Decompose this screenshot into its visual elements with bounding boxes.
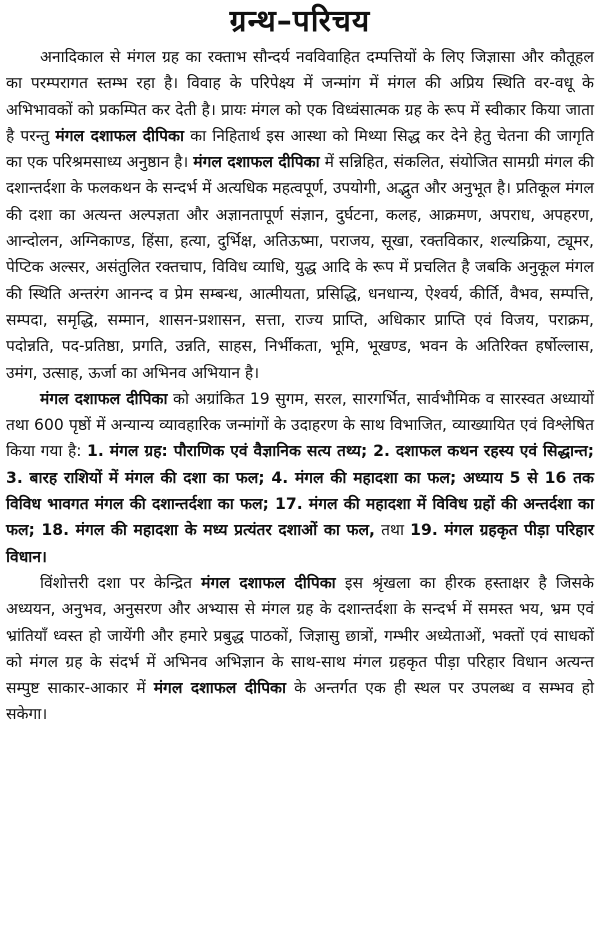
paragraph-2 [6, 386, 594, 570]
text-segment: इस श्रृंखला का हीरक हस्ताक्षर है जिसके अध्ययन, अनुभव, अनुसरण और अभ्यास से मंगल ग्रह के दशान्तर्दशा के सन्दर्भ में समस्त भय, भ्रम एवं भ्रांतियाँ ध्वस्त हो जायेंगी और हमारे प्रबुद्ध पाठकों, जिज्ञासु छात्रों, गम्भीर अध्येताओं, भक्तों एवं साधकों को मंगल ग्रह के संदर्भ में अभिनव अभिज्ञान के साथ-साथ मंगल ग्रहकृत पीड़ा परिहार विधान अत्यन्त सम्पुष्ट साकार-आकार में [6, 573, 595, 698]
paragraph-3 [6, 570, 594, 728]
text-segment: में सन्निहित, संकलित, संयोजित सामग्री मंगल की दशान्तर्दशा के फलकथन के सन्दर्भ में अत्यधिक महत्वपूर्ण, उपयोगी, अद्भुत और अनुभूत है। प्रतिकूल मंगल की दशा का अत्यन्त अल्पज्ञता और अज्ञानतापूर्ण संज्ञान, दुर्घटना, कलह, आक्रमण, अपराध, अपहरण, आन्दोलन, अग्निकाण्ड, हिंसा, हत्या, दुर्भिक्ष, अतिऊष्मा, पराजय, सूखा, रक्तविकार, शल्यक्रिया, ट्यूमर, पेप्टिक अल्सर, असंतुलित रक्तचाप, विविध व्याधि, युद्ध आदि के रूप में प्रचलित है जबकि अनुकूल मंगल की स्थिति अन्तरंग आनन्द व प्रेम सम्बन्ध, आत्मीयता, प्रसिद्धि, धनधान्य, ऐश्वर्य, कीर्ति, वैभव, सम्पत्ति, सम्पदा, समृद्धि, सम्मान, शासन-प्रशासन, सत्ता, राज्य प्राप्ति, अधिकार प्राप्ति एवं विजय, पराक्रम, पदोन्नति, पद-प्रतिष्ठा, प्रगति, उन्नति, साहस, निर्भीकता, भूमि, भूखण्ड, भवन के अतिरिक्त हर्षोल्लास, उमंग, उत्साह, ऊर्जा का अभिनव अभियान है। [6, 153, 594, 382]
text-segment: अनादिकाल से मंगल ग्रह का रक्ताभ सौन्दर्य नवविवाहित दम्पत्तियों के लिए जिज्ञासा और कौतूहल का परम्परागत स्तम्भ रहा है। विवाह के परिपेक्ष्य में जन्मांग में मंगल की अप्रिय स्थिति वर-वधू के अभिभावकों को प्रकम्पित कर देती है। प्रायः मंगल को एक विध्वंसात्मक ग्रह के रूप में स्वीकार किया जाता है परन्तु [6, 48, 594, 145]
page-title: ग्रन्थ–परिचय [229, 4, 371, 39]
bold-text-segment: मंगल दशाफल दीपिका [201, 573, 336, 592]
text-segment: के अन्तर्गत एक ही स्थल पर उपलब्ध व सम्भव हो सकेगा। [6, 679, 594, 724]
bold-text-segment: मंगल दशाफल दीपिका [40, 389, 168, 408]
bold-text-segment: मंगल दशाफल दीपिका [55, 126, 185, 145]
paragraph-1 [6, 44, 594, 386]
text-segment: विंशोत्तरी दशा पर केन्द्रित [40, 573, 202, 592]
bold-text-segment: मंगल दशाफल दीपिका [153, 679, 287, 698]
bold-text-segment: 1. मंगल ग्रह: पौराणिक एवं वैज्ञानिक सत्य तथ्य; 2. दशाफल कथन रहस्य एवं सिद्धान्त; 3. बारह राशियों में मंगल की दशा का फल; 4. मंगल की महादशा का फल; अध्याय 5 से 16 तक विविध भावगत मंगल की दशान्तर्दशा का फल; 17. मंगल की महादशा में विविध ग्रहों की अन्तर्दशा का फल; 18. मंगल की महादशा के मध्य प्रत्यंतर दशाओं का फल, [6, 442, 594, 540]
text-segment: का निहितार्थ इस आस्था को मिथ्या सिद्ध कर देने हेतु चेतना की जागृति का एक परिश्रमसाध्य अनुष्ठान है। [6, 126, 594, 172]
bold-text-segment: मंगल दशाफल दीपिका [193, 153, 320, 172]
text-segment: तथा [374, 521, 411, 540]
bold-text-segment: 19. मंगल ग्रहकृत पीड़ा परिहार विधान। [6, 521, 594, 566]
text-segment: को अग्रांकित 19 सुगम, सरल, सारगर्भित, सार्वभौमिक व सारस्वत अध्यायों तथा 600 पृष्ठों में अन्यान्य व्यावहारिक जन्मांगों के उदाहरण के साथ विभाजित, व्याख्यायित एवं विश्लेषित किया गया है: [6, 389, 594, 461]
